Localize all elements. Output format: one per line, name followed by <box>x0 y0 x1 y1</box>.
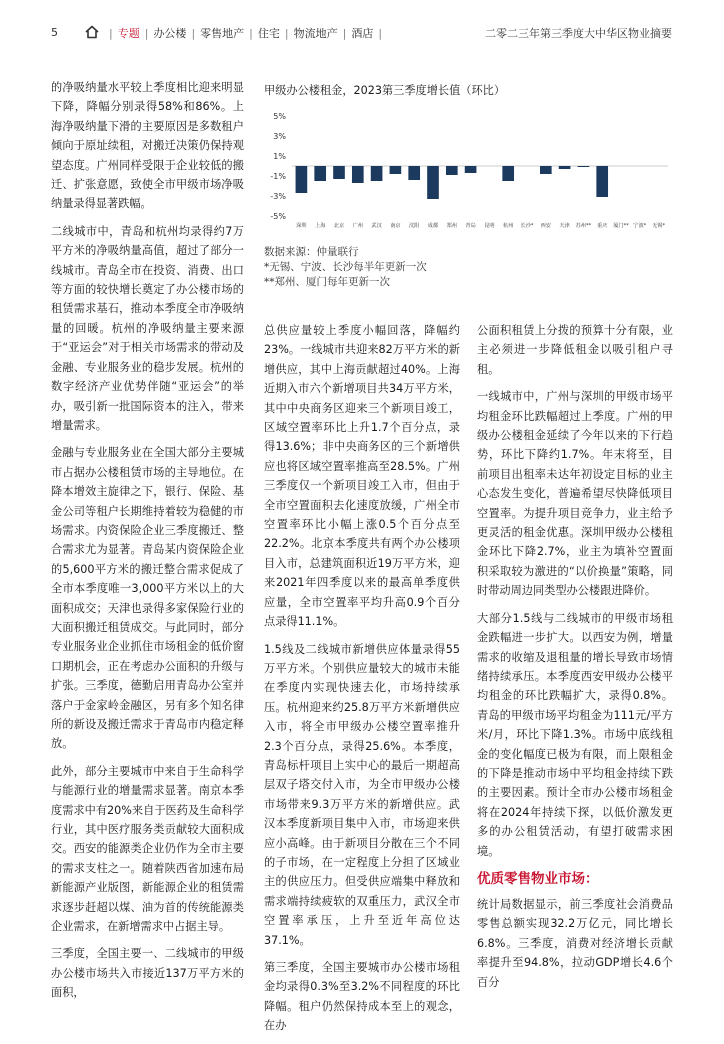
chart-note: **郑州、厦门每年更新一次 <box>264 276 390 288</box>
paragraph: 二线城市中，青岛和杭州均录得约7万平方米的净吸纳量高值，超过了部分一线城市。青岛全市在投资、消费、出口等方面的较快增长奠定了办公楼市场的租赁需求基石，推动本季度全市净吸纳量的回暖。杭州的净吸纳量主要来源于“亚运会”对于相关市场需求的带动及金融、专业服务业的稳步发展。杭州的数字经济产业优势伴随“亚运会”的举办，吸引新一批国际资本的注入，带来增量需求。 <box>51 224 244 432</box>
y-tick-label: -3% <box>270 192 286 201</box>
y-tick-label: 1% <box>273 152 286 161</box>
bar-沈阳 <box>408 166 420 180</box>
x-tick-label: 厦门** <box>613 223 629 229</box>
bar-北京 <box>333 166 345 179</box>
bar-上海 <box>314 166 326 181</box>
nav-item[interactable]: 物流地产 <box>293 27 338 40</box>
bar-天津 <box>559 166 571 169</box>
y-tick-label: -5% <box>270 212 286 221</box>
bar-南京 <box>390 166 402 174</box>
chart-note: 数据来源：仲量联行 <box>264 246 359 258</box>
bar-深圳 <box>296 166 308 193</box>
x-tick-label: 昆明 <box>484 223 495 229</box>
nav-item[interactable]: 专题 <box>117 27 140 40</box>
nav-item[interactable]: 酒店 <box>351 27 374 40</box>
nav-item[interactable]: 住宅 <box>257 27 280 40</box>
x-tick-label: 深圳 <box>296 223 307 229</box>
nav-separator: | <box>191 26 196 40</box>
chart-title: 甲级办公楼租金，2023第三季度增长值（环比） <box>264 84 506 97</box>
y-tick-label: -1% <box>270 172 286 181</box>
nav-item[interactable]: 办公楼 <box>153 27 187 40</box>
section-nav <box>104 25 387 41</box>
nav-separator: | <box>109 26 113 40</box>
section-heading-retail: 优质零售物业市场： <box>477 870 599 887</box>
bar-郑州 <box>446 166 458 175</box>
page-header <box>0 0 724 70</box>
bar-杭州 <box>502 166 514 181</box>
paragraph: 1.5线及二线城市新增供应体量录得55万平方米。个别供应量较大的城市未能在季度内实现快速去化，市场持续承压。杭州迎来约25.8万平方米新增供应入市，将全市甲级办公楼空置率推升2.3个百分点，录得25.6%。本季度，青岛标杆项目上实中心的最后一期超高层双子塔交付入市，为全市甲级办公楼市场带来9.3万平方米的新增供应。武汉本季度新项目集中入市，市场迎来供应小高峰。由于新项目分散在三个不同的子市场，在一定程度上分担了区域业主的供应压力。但受供应端集中释放和需求端持续疲软的双重压力，武汉全市空置率承压，上升至近年高位达37.1%。 <box>264 642 460 947</box>
x-tick-label: 成都 <box>427 223 439 229</box>
nav-separator: | <box>378 26 383 40</box>
paragraph: 公面积租赁上分拨的预算十分有限，业主必须进一步降低租金以吸引租户寻租。 <box>477 324 673 376</box>
bar-重庆 <box>596 166 608 197</box>
paragraph: 金融与专业服务业在全国大部分主要城市占据办公楼租赁市场的主导地位。在降本增效主旋律之下，银行、保险、基金公司等租户长期维持着较为稳健的市场需求。内资保险企业三季度搬迁、整合需求尤为显著。青岛某内资保险企业的5,600平方米的搬迁整合需求促成了全市本季度唯一3,000平方米以上的大面积成交；天津也录得多家保险行业的大面积搬迁租赁成交。与此同时，部分专业服务业企业抓住市场租金的低价窗口期机会，正在考虑办公面积的升级与扩张。三季度，德勤启用青岛办公室并落户于金家岭金融区，另有多个知名律所的新设及搬迁需求于青岛市内稳定释放。 <box>51 446 244 751</box>
paragraph: 的净吸纳量水平较上季度相比迎来明显下降，降幅分别录得58%和86%。上海净吸纳量下滑的主要原因是多数租户倾向于原址续租，对搬迁决策仍保持观望态度。广州同样受限于企业较低的搬迁、扩张意愿，致使全市甲级市场净吸纳量录得显著跌幅。 <box>51 81 244 211</box>
x-tick-label: 无锡* <box>652 223 666 229</box>
bar-广州 <box>352 166 364 183</box>
x-tick-label: 长沙* <box>520 223 534 229</box>
x-tick-label: 杭州 <box>503 223 514 229</box>
paragraph: 第三季度，全国主要城市办公楼市场租金均录得0.3%至3.2%不同程度的环比降幅。租户仍然保持成本至上的观念，在办 <box>264 961 460 1033</box>
y-tick-label: 3% <box>273 132 286 141</box>
paragraph: 大部分1.5线与二线城市的甲级市场租金跌幅进一步扩大。以西安为例，增量需求的收缩及退租量的增长导致市场情绪持续承压。本季度西安甲级办公楼平均租金的环比跌幅扩大，录得0.8%。青岛的甲级市场平均租金为111元/平方米/月，环比下降1.3%。市场中底线租金的变化幅度已极为有限，而上限租金的下降是推动市场中平均租金持续下跌的主要因素。预计全市办公楼市场租金将在2024年持续下探，以低价激发更多的办公租赁活动，有望打破需求困境。 <box>477 611 673 858</box>
chart-note: *无锡、宁波、长沙每半年更新一次 <box>264 261 427 273</box>
x-tick-label: 北京 <box>333 223 345 229</box>
paragraph: 统计局数据显示，前三季度社会消费品零售总额实现32.2万亿元，同比增长6.8%。三季度，消费对经济增长贡献率提升至94.8%，拉动GDP增长4.6个百分 <box>477 897 673 989</box>
column-2 <box>264 321 460 1044</box>
paragraph: 一线城市中，广州与深圳的甲级市场平均租金环比跌幅超过上季度。广州的甲级办公楼租金延续了今年以来的下行趋势，环比下降约1.7%。年末将至，目前项目出租率未达年初设定目标的业主心态发生变化，普遍希望尽快降低项目空置率。为提升项目竞争力，业主给予更灵活的租金优惠。深圳甲级办公楼租金环比下降2.7%，业主为填补空置面积采取较为激进的“以价换量”策略，同时带动周边同类型办公楼跟进降价。 <box>477 390 673 598</box>
x-tick-label: 青岛 <box>465 223 476 229</box>
x-tick-label: 宁波* <box>633 223 647 229</box>
bar-苏州** <box>578 166 590 167</box>
x-tick-label: 沈阳 <box>409 223 420 229</box>
x-tick-label: 武汉 <box>371 223 382 229</box>
paragraph: 三季度，全国主要一、二线城市的甲级办公楼市场共入市接近137万平方米的面积， <box>51 947 244 1000</box>
bar-成都 <box>427 166 439 199</box>
nav-separator: | <box>249 26 253 40</box>
bar-武汉 <box>371 166 383 181</box>
nav-separator: | <box>284 26 289 40</box>
document-title: 二零二三年第三季度大中华区物业摘要 <box>485 27 672 40</box>
x-tick-label: 苏州** <box>575 223 592 229</box>
nav-separator: | <box>144 26 149 40</box>
bar-西安 <box>540 166 552 174</box>
rent-growth-bar-chart <box>264 108 674 234</box>
paragraph: 此外，部分主要城市中来自于生命科学与能源行业的增量需求显著。南京本季度需求中有20%来自于医药及生命科学行业，其中医疗服务类贡献较大面积成交。西安的能源类企业仍作为全市主要的需求支柱之一。随着陕西省加速布局新能源产业版图，新能源企业的租赁需求逐步赶超以煤、油为首的传统能源类企业需求，在新增需求中占据主导。 <box>51 764 244 934</box>
column-1 <box>51 78 244 1011</box>
x-tick-label: 天津 <box>559 223 570 229</box>
nav-item[interactable]: 零售地产 <box>200 27 245 40</box>
bar-青岛 <box>465 166 477 173</box>
chart-notes <box>264 245 524 290</box>
column-3 <box>477 321 673 992</box>
x-tick-label: 南京 <box>390 223 401 229</box>
x-tick-label: 郑州 <box>446 223 457 229</box>
x-tick-label: 广州 <box>352 223 363 229</box>
x-tick-label: 重庆 <box>597 223 608 229</box>
paragraph: 总供应量较上季度小幅回落，降幅约23%。一线城市共迎来82万平方米的新增供应，其中上海贡献超过40%。上海近期入市六个新增项目共34万平方米，其中中央商务区迎来三个新项目竣工，区域空置率环比上升1.7个百分点，录得13.6%；非中央商务区的三个新增供应也将区域空置率推高至28.5%。广州三季度仅一个新项目竣工入市，但由于全市空置面积去化速度放缓，广州全市空置率环比小幅上涨0.5个百分点至22.2%。北京本季度共有两个办公楼项目入市，总建筑面积近19万平方米，迎来2021年四季度以来的最高单季度供应量，全市空置率平均升高0.9个百分点录得11.1%。 <box>264 324 460 629</box>
x-tick-label: 上海 <box>315 223 326 229</box>
page-number: 5 <box>51 26 58 39</box>
home-icon[interactable] <box>84 24 100 40</box>
x-tick-label: 西安 <box>540 223 551 229</box>
nav-separator: | <box>342 26 347 40</box>
y-tick-label: 5% <box>273 112 286 121</box>
